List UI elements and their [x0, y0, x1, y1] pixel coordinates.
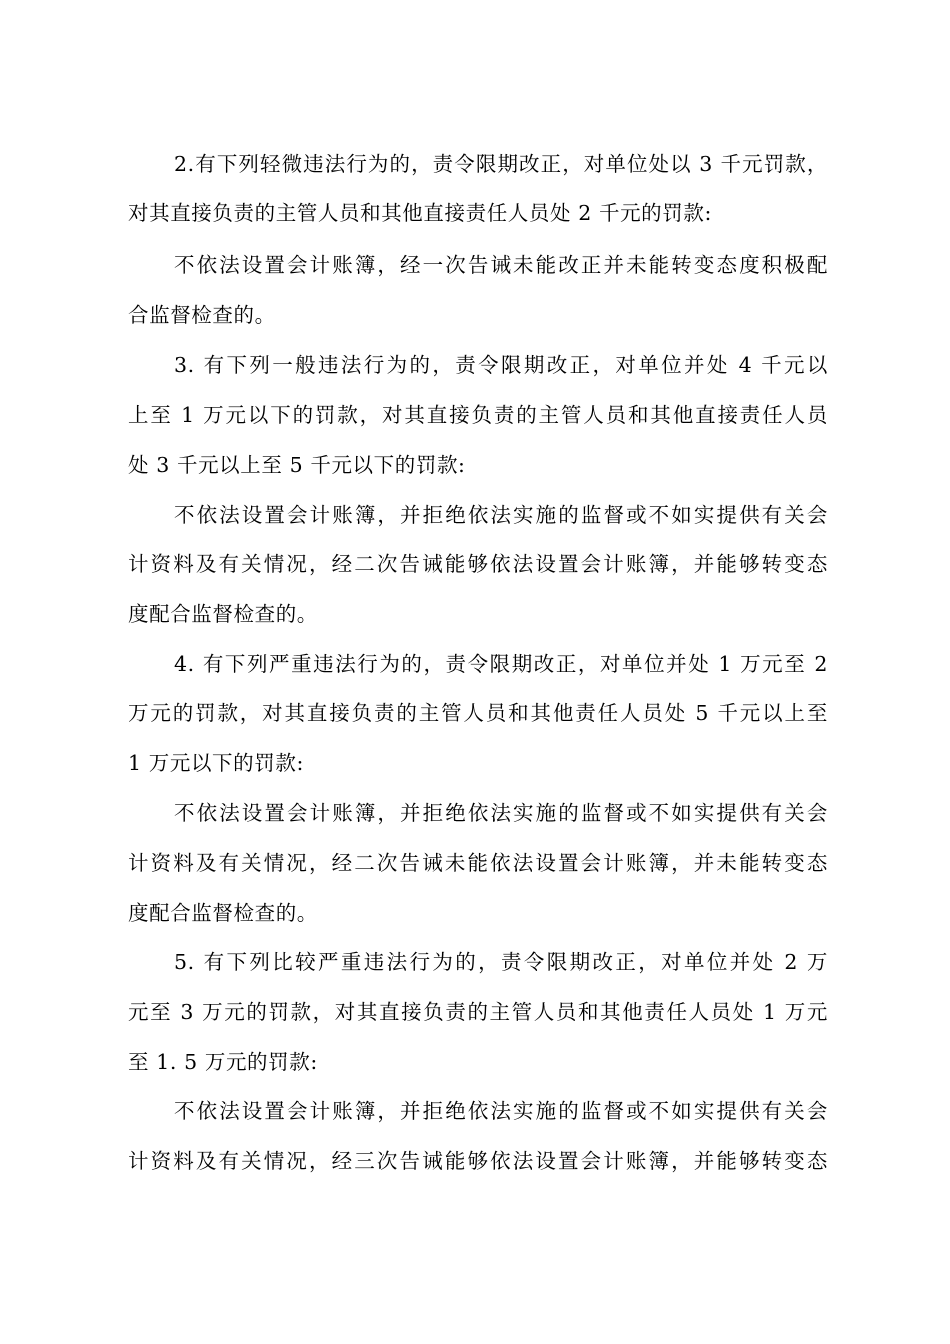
text-line: 不依法设置会计账簿，并拒绝依法实施的监督或不如实提供有关会	[174, 503, 828, 527]
text-line: 4. 有下列严重违法行为的，责令限期改正，对单位并处 1 万元至 2	[174, 652, 828, 676]
text-line: 元至 3 万元的罚款，对其直接负责的主管人员和其他责任人员处 1 万元	[128, 1000, 828, 1024]
text-line: 至 1. 5 万元的罚款:	[128, 1050, 318, 1074]
text-line: 对其直接负责的主管人员和其他直接责任人员处 2 千元的罚款:	[128, 201, 712, 225]
text-line: 合监督检查的。	[128, 303, 276, 327]
text-line: 计资料及有关情况，经三次告诫能够依法设置会计账簿，并能够转变态	[128, 1149, 828, 1173]
text-line: 度配合监督检查的。	[128, 901, 318, 925]
text-line: 2.有下列轻微违法行为的，责令限期改正，对单位处以 3 千元罚款，	[174, 152, 828, 176]
text-line: 不依法设置会计账簿，经一次告诫未能改正并未能转变态度积极配	[174, 253, 828, 277]
text-line: 计资料及有关情况，经二次告诫未能依法设置会计账簿，并未能转变态	[128, 851, 828, 875]
text-line: 3. 有下列一般违法行为的，责令限期改正，对单位并处 4 千元以	[174, 353, 828, 377]
text-line: 不依法设置会计账簿，并拒绝依法实施的监督或不如实提供有关会	[174, 801, 828, 825]
text-line: 计资料及有关情况，经二次告诫能够依法设置会计账簿，并能够转变态	[128, 552, 828, 576]
text-line: 1 万元以下的罚款:	[128, 751, 304, 775]
text-line: 度配合监督检查的。	[128, 602, 318, 626]
text-line: 5. 有下列比较严重违法行为的，责令限期改正，对单位并处 2 万	[174, 950, 828, 974]
text-line: 处 3 千元以上至 5 千元以下的罚款:	[128, 453, 466, 477]
text-line: 不依法设置会计账簿，并拒绝依法实施的监督或不如实提供有关会	[174, 1099, 828, 1123]
text-line: 上至 1 万元以下的罚款，对其直接负责的主管人员和其他直接责任人员	[128, 403, 828, 427]
text-line: 万元的罚款，对其直接负责的主管人员和其他责任人员处 5 千元以上至	[128, 701, 828, 725]
